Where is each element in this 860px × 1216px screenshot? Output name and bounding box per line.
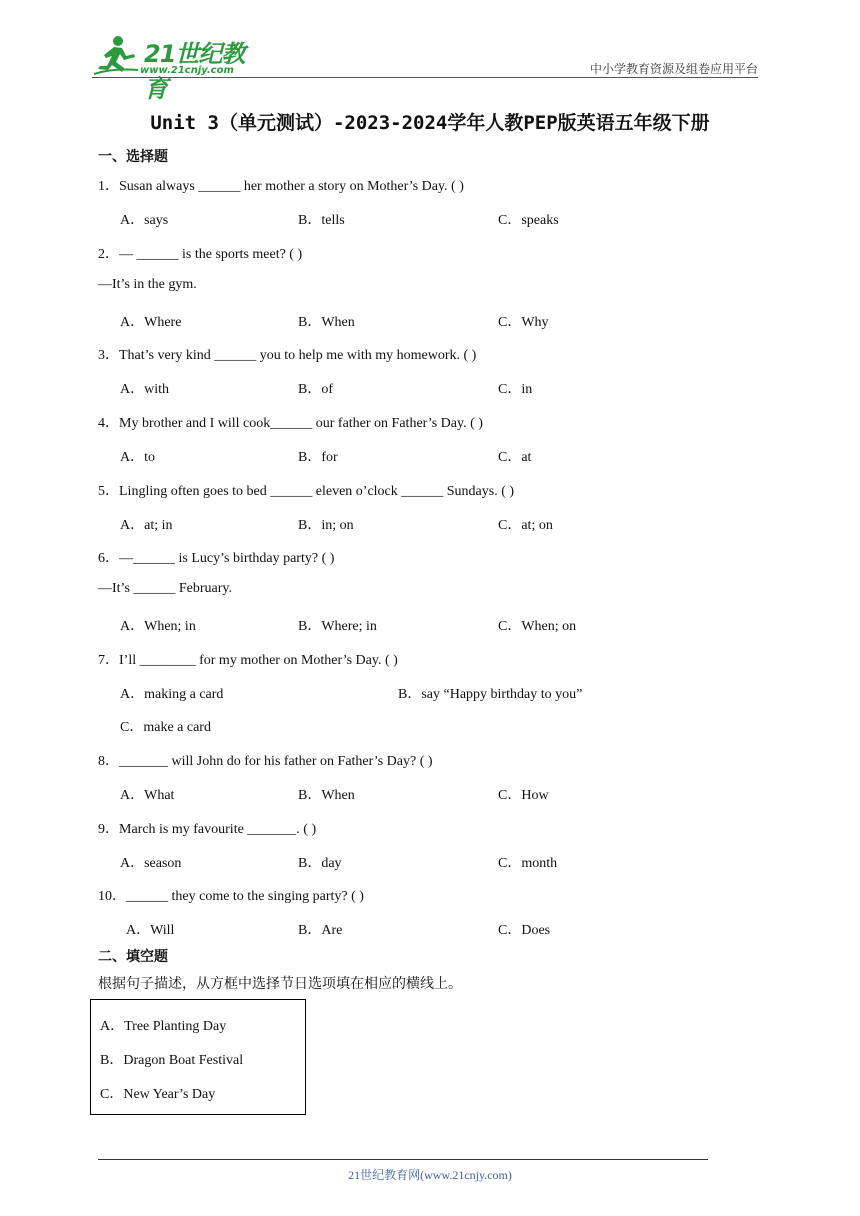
- option-b: B．say “Happy birthday to you”: [398, 687, 583, 702]
- question-stem: 1．Susan always ______ her mother a story on Mother’s Day. ( ): [98, 179, 464, 194]
- header-platform-text: 中小学教育资源及组卷应用平台: [589, 62, 758, 76]
- question-stem: 10．______ they come to the singing party? ( ): [98, 889, 364, 904]
- header-divider: [92, 77, 758, 78]
- option-a: A．Will: [126, 923, 175, 938]
- option-a: A．to: [120, 450, 155, 465]
- option-b: B．day: [298, 856, 342, 871]
- question-reply: —It’s in the gym.: [98, 277, 197, 292]
- option-a: A．Where: [120, 315, 182, 330]
- option-c: C．at; on: [498, 518, 553, 533]
- page-title: Unit 3（单元测试）-2023-2024学年人教PEP版英语五年级下册: [150, 112, 710, 134]
- logo-text: 21世纪教育: [144, 40, 245, 103]
- section-instruction: 根据句子描述，从方框中选择节日选项填在相应的横线上。: [98, 976, 462, 992]
- option-b: B．Are: [298, 923, 343, 938]
- option-a: A．season: [120, 856, 182, 871]
- option-c: C．make a card: [120, 720, 211, 735]
- option-c: C．month: [498, 856, 558, 871]
- option-b: B．of: [298, 382, 333, 397]
- question-stem: 4．My brother and I will cook______ our father on Father’s Day. ( ): [98, 416, 483, 431]
- option-b: B．for: [298, 450, 338, 465]
- option-a: A．at; in: [120, 518, 173, 533]
- option-b: B．When: [298, 315, 355, 330]
- question-stem: 8．_______ will John do for his father on Father’s Day? ( ): [98, 754, 433, 769]
- page-header: [92, 30, 758, 103]
- question-stem: 6．—______ is Lucy’s birthday party? ( ): [98, 551, 335, 566]
- site-logo: [92, 34, 262, 103]
- box-option-a: A．Tree Planting Day: [100, 1019, 227, 1034]
- option-c: C．Does: [498, 923, 551, 938]
- question-reply: —It’s ______ February.: [98, 581, 233, 596]
- section-heading-fill: 二、填空题: [98, 949, 168, 965]
- option-c: C．Why: [498, 315, 549, 330]
- option-b: B．in; on: [298, 518, 354, 533]
- option-c: C．How: [498, 788, 549, 803]
- question-stem: 2．— ______ is the sports meet? ( ): [98, 247, 303, 262]
- question-stem: 7．I’ll ________ for my mother on Mother’s Day. ( ): [98, 653, 398, 668]
- option-c: C．speaks: [498, 213, 559, 228]
- option-b: B．When: [298, 788, 355, 803]
- option-c: C．at: [498, 450, 532, 465]
- option-a: A．When; in: [120, 619, 196, 634]
- option-b: B．tells: [298, 213, 345, 228]
- logo-url: www.21cnjy.com: [140, 65, 234, 76]
- option-a: A．says: [120, 213, 169, 228]
- runner-logo-icon: [92, 34, 142, 76]
- option-c: C．in: [498, 382, 533, 397]
- question-stem: 5．Lingling often goes to bed ______ eleven o’clock ______ Sundays. ( ): [98, 484, 515, 499]
- section-heading-choice: 一、选择题: [98, 149, 168, 165]
- option-a: A．with: [120, 382, 169, 397]
- option-a: A．What: [120, 788, 175, 803]
- box-option-b: B．Dragon Boat Festival: [100, 1053, 244, 1068]
- option-b: B．Where; in: [298, 619, 377, 634]
- box-option-c: C．New Year’s Day: [100, 1087, 216, 1102]
- question-stem: 9．March is my favourite _______. ( ): [98, 822, 317, 837]
- question-stem: 3．That’s very kind ______ you to help me with my homework. ( ): [98, 348, 477, 363]
- footer-link[interactable]: 21世纪教育网(www.21cnjy.com): [348, 1168, 512, 1182]
- option-a: A．making a card: [120, 687, 224, 702]
- footer-divider: [98, 1159, 708, 1160]
- option-c: C．When; on: [498, 619, 577, 634]
